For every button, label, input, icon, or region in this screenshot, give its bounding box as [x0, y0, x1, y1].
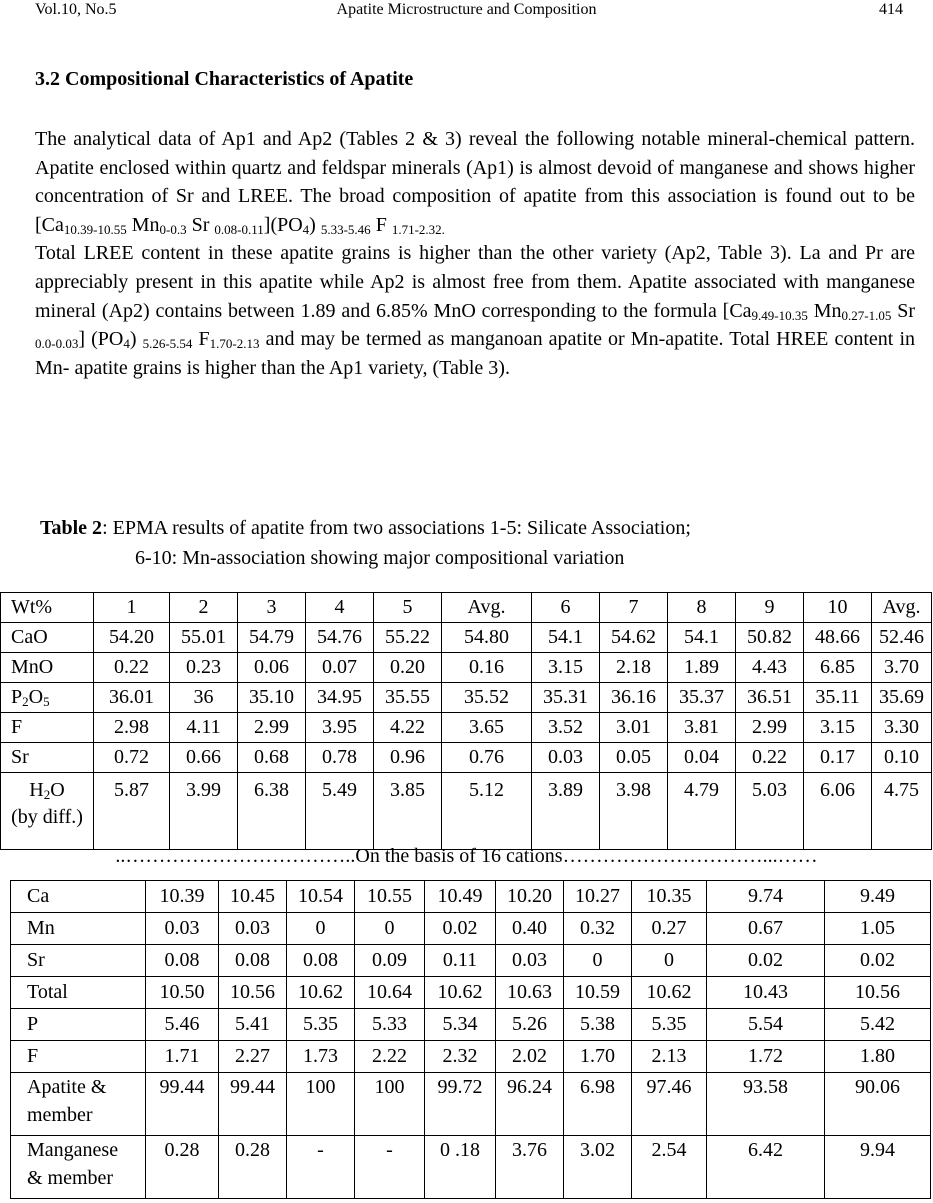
table-cell: 0.06 [238, 653, 306, 683]
header-cell: Avg. [872, 593, 932, 623]
table-cell: 0.28 [146, 1136, 219, 1199]
table-cell: 6.85 [804, 653, 872, 683]
table-cell: 0.08 [219, 945, 287, 977]
table-cell: 0.17 [804, 743, 872, 773]
table-cell: 0 .18 [425, 1136, 496, 1199]
table-cell: 34.95 [306, 683, 374, 713]
table-cell: 0.72 [94, 743, 170, 773]
table-row [11, 1041, 931, 1073]
table-cell: 5.35 [632, 1009, 707, 1041]
table-cell: 99.72 [425, 1073, 496, 1136]
table-row [11, 1073, 931, 1136]
table-cell: 3.98 [600, 773, 668, 850]
table-cell: 3.02 [564, 1136, 632, 1199]
table-cell: 36.01 [94, 683, 170, 713]
table-cell: 0.08 [287, 945, 355, 977]
table-cell: 99.44 [219, 1073, 287, 1136]
table-cell: 55.22 [374, 623, 442, 653]
row-label: Apatite & member [11, 1073, 146, 1136]
table-cell: 10.63 [496, 977, 564, 1009]
table-cell: 2.13 [632, 1041, 707, 1073]
table-cell: 54.76 [306, 623, 374, 653]
table-cell: 52.46 [872, 623, 932, 653]
table-cell: 4.43 [736, 653, 804, 683]
table-cell: 5.46 [146, 1009, 219, 1041]
table-cell: 4.79 [668, 773, 736, 850]
wt-percent-table [0, 592, 932, 850]
table-cell: 0.09 [355, 945, 425, 977]
row-label: Mn [11, 913, 146, 945]
table-cell: 5.35 [287, 1009, 355, 1041]
table-row [11, 881, 931, 913]
table-cell: 35.11 [804, 683, 872, 713]
table-row [1, 623, 932, 653]
table-cell: 1.73 [287, 1041, 355, 1073]
table-cell: 0 [564, 945, 632, 977]
table-cell: 5.03 [736, 773, 804, 850]
table-cell: 5.12 [442, 773, 532, 850]
row-label: P [11, 1009, 146, 1041]
header-volume: Vol.10, No.5 [35, 1, 117, 18]
table-cell: 100 [355, 1073, 425, 1136]
table-row [1, 743, 932, 773]
table-cell: 3.76 [496, 1136, 564, 1199]
caption-line-1: : EPMA results of apatite from two associations 1-5: Silicate Association; [102, 517, 691, 539]
table-cell: 2.99 [238, 713, 306, 743]
table-cell: 10.59 [564, 977, 632, 1009]
table-label: Table 2 [40, 517, 103, 539]
table-cell: 9.74 [707, 881, 825, 913]
table-cell: 10.62 [425, 977, 496, 1009]
table-cell: 90.06 [825, 1073, 931, 1136]
table-row [1, 683, 932, 713]
table-cell: 10.56 [825, 977, 931, 1009]
table-cell: 0.07 [306, 653, 374, 683]
header-cell: 10 [804, 593, 872, 623]
header-cell: 5 [374, 593, 442, 623]
header-page-number: 414 [879, 1, 903, 18]
header-title: Apatite Microstructure and Composition [336, 1, 597, 18]
table-cell: 0.40 [496, 913, 564, 945]
table-cell: 5.54 [707, 1009, 825, 1041]
table-cell: 54.1 [668, 623, 736, 653]
header-cell: 8 [668, 593, 736, 623]
table-cell: 0.20 [374, 653, 442, 683]
table-cell: 2.98 [94, 713, 170, 743]
table-cell: 10.62 [632, 977, 707, 1009]
table-cell: 35.69 [872, 683, 932, 713]
table-cell: 3.15 [804, 713, 872, 743]
table-cell: 5.87 [94, 773, 170, 850]
table-cell: 0.23 [170, 653, 238, 683]
body-paragraph: The analytical data of Ap1 and Ap2 (Tables 2 & 3) reveal the following notable mineral-chemical pattern. Apatite enclosed within quartz and feldspar minerals (Ap1) is almost devoid of manganese and shows higher concentration of Sr and LREE. The broad composition of apatite from this association is found out to be [$Ca_{10.39-10.55}$ $Mn_{0-0.3}$ Sr $_{0.08-0.11}](PO_4)$ $_{5.33-5.46}$ F $_{1.71-2.32.}$ Total LREE content in these apatite grains is higher than the other variety (Ap2, Table 3). La and Pr are appreciably present in this apatite while Ap2 is almost free from them. Apatite associated with manganese mineral (Ap2) contains between 1.89 and 6.85% MnO corresponding to the formula [$Ca_{9.49-10.35}$ $Mn_{0.27-1.05}$ Sr $_{0.0-0.03}$] $(PO_4)$ $_{5.26-5.54}$ $F_{1.70-2.13}$ and may be termed as manganoan apatite or Mn-apatite. Total HREE content in Mn- apatite grains is higher than the Ap1 variety, (Table 3). [35, 128, 915, 379]
table-cell: 54.80 [442, 623, 532, 653]
table-cell: 10.62 [287, 977, 355, 1009]
table-cell: 6.42 [707, 1136, 825, 1199]
header-cell: 9 [736, 593, 804, 623]
table-cell: 35.37 [668, 683, 736, 713]
header-cell: Wt% [1, 593, 94, 623]
table-cell: 97.46 [632, 1073, 707, 1136]
table-cell: 10.49 [425, 881, 496, 913]
header-cell: 6 [532, 593, 600, 623]
table-cell: 0.22 [94, 653, 170, 683]
table-cell: 36.51 [736, 683, 804, 713]
row-label: Manganese & member [11, 1136, 146, 1199]
table-cell: 3.95 [306, 713, 374, 743]
table-cell: 10.54 [287, 881, 355, 913]
table-cell: 2.54 [632, 1136, 707, 1199]
table-cell: 0.11 [425, 945, 496, 977]
table-row [11, 1009, 931, 1041]
table-cell: 0.32 [564, 913, 632, 945]
table-cell: 1.89 [668, 653, 736, 683]
table-cell: 3.65 [442, 713, 532, 743]
table-cell: 54.20 [94, 623, 170, 653]
table-cell: 10.27 [564, 881, 632, 913]
table-cell: 1.72 [707, 1041, 825, 1073]
table-cell: 0.03 [532, 743, 600, 773]
table-cell: 10.55 [355, 881, 425, 913]
table-cell: 36 [170, 683, 238, 713]
table-cell: 6.06 [804, 773, 872, 850]
row-label: $H_2O$ (by diff.) [1, 773, 94, 850]
row-label: Total [11, 977, 146, 1009]
table-cell: 0.66 [170, 743, 238, 773]
table-cell: 35.10 [238, 683, 306, 713]
table-cell: 6.98 [564, 1073, 632, 1136]
table-cell: 5.41 [219, 1009, 287, 1041]
table-cell: 3.99 [170, 773, 238, 850]
table-cell: 3.85 [374, 773, 442, 850]
row-label: Sr [11, 945, 146, 977]
table-cell: 0.10 [872, 743, 932, 773]
table-row [11, 945, 931, 977]
table-cell: 0.96 [374, 743, 442, 773]
table-row [1, 773, 932, 850]
table-cell: 3.30 [872, 713, 932, 743]
section-title: 3.2 Compositional Characteristics of Apatite [35, 68, 414, 90]
table-cell: 0 [287, 913, 355, 945]
table-cell: 3.52 [532, 713, 600, 743]
table-cell: 3.89 [532, 773, 600, 850]
table-cell: 3.01 [600, 713, 668, 743]
table-cell: 93.58 [707, 1073, 825, 1136]
caption-line-2: 6-10: Mn-association showing major compositional variation [135, 547, 625, 569]
table-header-row [1, 593, 932, 623]
table-cell: 1.70 [564, 1041, 632, 1073]
table-row [1, 713, 932, 743]
table-cell: 0.02 [825, 945, 931, 977]
table-cell: 9.94 [825, 1136, 931, 1199]
header-cell: 7 [600, 593, 668, 623]
table-caption [40, 513, 920, 573]
cation-basis-line: ..……………………………..On the basis of 16 cations…………………………...…… [115, 845, 818, 867]
table-cell: 35.31 [532, 683, 600, 713]
row-label: $P_2O_5$ [1, 683, 94, 713]
table-cell: 54.1 [532, 623, 600, 653]
table-cell: 55.01 [170, 623, 238, 653]
table-cell: 0.67 [707, 913, 825, 945]
table-cell: 10.35 [632, 881, 707, 913]
table-cell: 0.22 [736, 743, 804, 773]
header-cell: 2 [170, 593, 238, 623]
table-cell: 2.02 [496, 1041, 564, 1073]
table-cell: 4.22 [374, 713, 442, 743]
table-cell: 2.18 [600, 653, 668, 683]
table-cell: 5.33 [355, 1009, 425, 1041]
table-cell: 1.05 [825, 913, 931, 945]
table-row [11, 913, 931, 945]
table-row [1, 653, 932, 683]
table-cell: 5.34 [425, 1009, 496, 1041]
table-cell: 4.11 [170, 713, 238, 743]
table-cell: 0.16 [442, 653, 532, 683]
table-cell: 5.38 [564, 1009, 632, 1041]
table-cell: 10.20 [496, 881, 564, 913]
table-cell: 4.75 [872, 773, 932, 850]
row-label: MnO [1, 653, 94, 683]
table-cell: 0.08 [146, 945, 219, 977]
header-cell: 1 [94, 593, 170, 623]
header-cell: 3 [238, 593, 306, 623]
table-cell: 0.27 [632, 913, 707, 945]
table-cell: 0.76 [442, 743, 532, 773]
row-label: Sr [1, 743, 94, 773]
header-cell: 4 [306, 593, 374, 623]
table-cell: 0.02 [707, 945, 825, 977]
table-cell: 35.55 [374, 683, 442, 713]
table-cell: 0 [355, 913, 425, 945]
table-cell: 48.66 [804, 623, 872, 653]
table-cell: 35.52 [442, 683, 532, 713]
table-cell: 0.05 [600, 743, 668, 773]
table-cell: 2.32 [425, 1041, 496, 1073]
row-label: F [1, 713, 94, 743]
table-cell: 2.22 [355, 1041, 425, 1073]
table-cell: 10.50 [146, 977, 219, 1009]
table-cell: 10.64 [355, 977, 425, 1009]
row-label: CaO [1, 623, 94, 653]
row-label: F [11, 1041, 146, 1073]
table-cell: 0.03 [146, 913, 219, 945]
table-cell: 10.45 [219, 881, 287, 913]
table-cell: 2.99 [736, 713, 804, 743]
table-cell: 6.38 [238, 773, 306, 850]
table-cell: 5.26 [496, 1009, 564, 1041]
table-cell: 2.27 [219, 1041, 287, 1073]
table-cell: 0.04 [668, 743, 736, 773]
table-cell: 0.03 [496, 945, 564, 977]
header-cell: Avg. [442, 593, 532, 623]
table-cell: 5.49 [306, 773, 374, 850]
table-cell: 36.16 [600, 683, 668, 713]
table-cell: 0.68 [238, 743, 306, 773]
table-cell: 0 [632, 945, 707, 977]
table-row [11, 1136, 931, 1199]
table-cell: 0.28 [219, 1136, 287, 1199]
table-cell: - [355, 1136, 425, 1199]
table-cell: 54.79 [238, 623, 306, 653]
cation-table [10, 880, 931, 1199]
table-cell: 0.78 [306, 743, 374, 773]
table-cell: 50.82 [736, 623, 804, 653]
table-cell: 96.24 [496, 1073, 564, 1136]
table-cell: 9.49 [825, 881, 931, 913]
table-cell: 54.62 [600, 623, 668, 653]
table-row [11, 977, 931, 1009]
table-cell: 99.44 [146, 1073, 219, 1136]
table-cell: 0.03 [219, 913, 287, 945]
table-cell: 0.02 [425, 913, 496, 945]
table-cell: 3.70 [872, 653, 932, 683]
table-cell: 5.42 [825, 1009, 931, 1041]
table-cell: 3.81 [668, 713, 736, 743]
table-cell: 1.80 [825, 1041, 931, 1073]
table-cell: - [287, 1136, 355, 1199]
table-cell: 100 [287, 1073, 355, 1136]
row-label: Ca [11, 881, 146, 913]
table-cell: 10.39 [146, 881, 219, 913]
table-cell: 10.56 [219, 977, 287, 1009]
table-cell: 10.43 [707, 977, 825, 1009]
table-cell: 1.71 [146, 1041, 219, 1073]
table-cell: 3.15 [532, 653, 600, 683]
